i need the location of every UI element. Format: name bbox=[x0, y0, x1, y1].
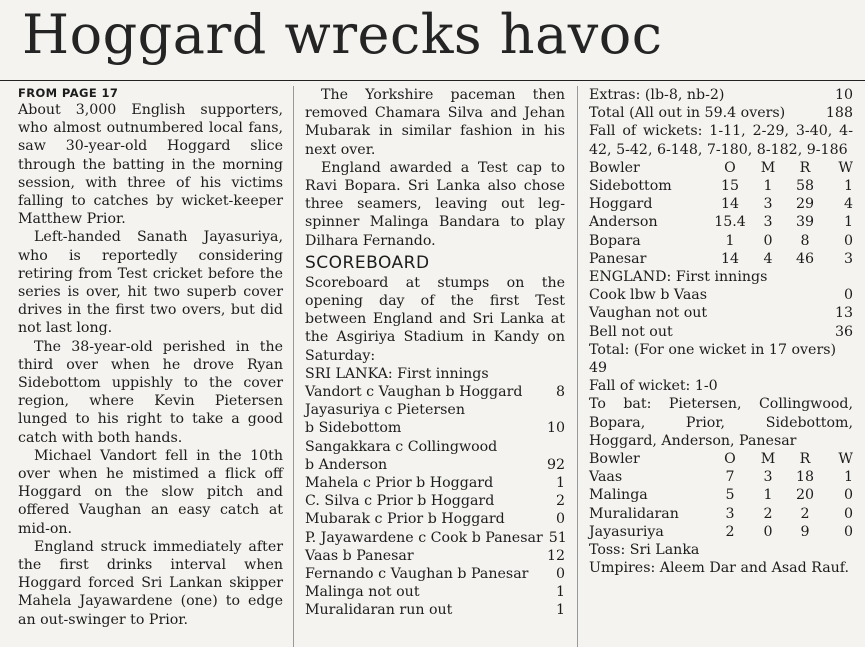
bowler-runs: 2 bbox=[800, 505, 810, 522]
bowler-runs: 18 bbox=[795, 469, 815, 486]
article-column-1 bbox=[18, 86, 283, 629]
runs-col-header: R bbox=[799, 159, 811, 176]
batting-row bbox=[305, 510, 565, 528]
bowler-overs: 15.4 bbox=[714, 214, 746, 231]
batsman-dismissal: Vandort c Vaughan b Hoggard bbox=[305, 384, 523, 401]
batsman-dismissal: Malinga not out bbox=[305, 584, 420, 601]
article-paragraph: Michael Vandort fell in the 10th over when he mistimed a flick off Hoggard on the slow pitch and offered Vaughan an easy catch at mid-on. bbox=[18, 447, 283, 537]
batting-row bbox=[305, 547, 565, 565]
overs-col-header: O bbox=[724, 159, 736, 176]
batsman-dismissal: Mubarak c Prior b Hoggard bbox=[305, 511, 505, 528]
batsman-runs: 92 bbox=[546, 456, 565, 473]
batsman-dismissal: P. Jayawardene c Cook b Panesar bbox=[305, 529, 543, 546]
bowling-row bbox=[589, 523, 853, 541]
batting-row bbox=[305, 492, 565, 510]
batting-row bbox=[305, 383, 565, 401]
bowler-overs: 3 bbox=[725, 505, 735, 522]
bowler-overs: 15 bbox=[720, 178, 740, 195]
extras-label: Extras: (lb-8, nb-2) bbox=[589, 87, 725, 103]
article-column-2 bbox=[305, 86, 565, 620]
eng-batting-list bbox=[589, 286, 853, 341]
bowling-row bbox=[589, 486, 853, 504]
headline-rule bbox=[0, 80, 865, 81]
article-paragraph: England awarded a Test cap to Ravi Bopara. Sri Lanka also chose three seamers, leaving out leg-spinner Malinga Bandara to play Dilhara Fernando. bbox=[305, 159, 565, 249]
wickets-col-header: W bbox=[838, 159, 853, 176]
bowler-name: Bopara bbox=[589, 232, 641, 249]
batsman-runs: 0 bbox=[555, 511, 565, 528]
bowler-wickets: 4 bbox=[843, 196, 853, 213]
bowler-wickets: 1 bbox=[843, 178, 853, 195]
total-value: 188 bbox=[825, 105, 853, 122]
bowling-row bbox=[589, 468, 853, 486]
overs-col-header: O bbox=[724, 451, 736, 468]
bowler-col-header: Bowler bbox=[589, 451, 640, 468]
wickets-col-header: W bbox=[838, 451, 853, 468]
sri-lanka-bowling-table bbox=[589, 468, 853, 541]
bowler-wickets: 3 bbox=[843, 250, 853, 267]
batsman-runs: 2 bbox=[555, 493, 565, 510]
batsman-runs: 0 bbox=[555, 566, 565, 583]
article-paragraph: England struck immediately after the first drinks interval when Hoggard forced Sri Lankan skipper Mahela Jayawardene (one) to edge an out-swinger to Prior. bbox=[18, 538, 283, 628]
eng-total: Total: (For one wicket in 17 overs) 49 bbox=[589, 341, 837, 377]
eng-fall-of-wicket: Fall of wicket: 1-0 bbox=[589, 378, 718, 395]
bowler-name: Jayasuriya bbox=[589, 523, 664, 540]
bowling-row bbox=[589, 505, 853, 523]
bowler-name: Hoggard bbox=[589, 196, 653, 213]
scoreboard-intro: Scoreboard at stumps on the opening day of the first Test between England and Sri Lanka at the Asgiriya Stadium in Kandy on Saturday: bbox=[305, 274, 565, 364]
batting-row bbox=[305, 474, 565, 492]
batting-row bbox=[589, 323, 853, 341]
batsman-dismissal: Fernando c Vaughan b Panesar bbox=[305, 566, 529, 583]
batting-row bbox=[305, 529, 565, 547]
batting-row bbox=[305, 438, 565, 456]
batsman-runs: 10 bbox=[546, 420, 565, 437]
bowler-overs: 1 bbox=[725, 232, 735, 249]
to-bat: To bat: Pietersen, Collingwood, Bopara, Prior, Sidebottom, Hoggard, Anderson, Panesar bbox=[589, 396, 853, 449]
toss: Toss: Sri Lanka bbox=[589, 542, 700, 559]
batting-row bbox=[305, 601, 565, 619]
article-paragraph: Left-handed Sanath Jayasuriya, who is reportedly considering retiring from Test cricket before the series is over, hit two superb cover drives in the first two overs, but did not last long. bbox=[18, 229, 283, 337]
bowler-runs: 9 bbox=[800, 523, 810, 540]
bowler-col-header: Bowler bbox=[589, 159, 640, 176]
bowler-maidens: 2 bbox=[763, 505, 773, 522]
total-label: Total (All out in 59.4 overs) bbox=[589, 105, 786, 122]
bowler-maidens: 0 bbox=[763, 523, 773, 540]
bowler-wickets: 1 bbox=[843, 214, 853, 231]
batting-row bbox=[305, 419, 565, 437]
bowling-row bbox=[589, 177, 853, 195]
bowler-maidens: 3 bbox=[763, 469, 773, 486]
bowling-row bbox=[589, 195, 853, 213]
maidens-col-header: M bbox=[760, 159, 776, 176]
batting-row bbox=[589, 286, 853, 304]
batsman-dismissal: b Sidebottom bbox=[305, 420, 402, 437]
bowling-header bbox=[589, 159, 853, 177]
article-paragraph: The Yorkshire paceman then removed Chamara Silva and Jehan Mubarak in similar fashion in his next over. bbox=[305, 87, 565, 158]
bowler-runs: 29 bbox=[795, 196, 815, 213]
batsman-dismissal: b Anderson bbox=[305, 456, 388, 473]
bowler-runs: 8 bbox=[800, 232, 810, 249]
bowler-runs: 46 bbox=[795, 250, 815, 267]
umpires: Umpires: Aleem Dar and Asad Rauf. bbox=[589, 560, 850, 577]
bowler-name: Vaas bbox=[589, 469, 623, 486]
batsman-runs: 0 bbox=[843, 287, 853, 304]
bowling-row bbox=[589, 250, 853, 268]
batsman-runs bbox=[559, 401, 565, 419]
batsman-runs: 1 bbox=[555, 475, 565, 492]
batsman-runs: 51 bbox=[548, 529, 567, 546]
bowling-row bbox=[589, 213, 853, 231]
bowler-runs: 58 bbox=[795, 178, 815, 195]
bowler-maidens: 1 bbox=[763, 178, 773, 195]
eng-innings-heading: ENGLAND: First innings bbox=[589, 269, 768, 286]
total-row bbox=[589, 104, 853, 122]
bowler-wickets: 1 bbox=[843, 469, 853, 486]
bowler-runs: 39 bbox=[795, 214, 815, 231]
batsman-runs: 36 bbox=[834, 323, 853, 340]
bowler-name: Anderson bbox=[589, 214, 658, 231]
bowler-overs: 14 bbox=[720, 250, 740, 267]
sl-innings-heading: SRI LANKA: First innings bbox=[305, 365, 489, 382]
batsman-dismissal: Cook lbw b Vaas bbox=[589, 287, 708, 304]
bowling-row bbox=[589, 232, 853, 250]
batting-row bbox=[305, 401, 565, 419]
bowling-header bbox=[589, 450, 853, 468]
batsman-dismissal: Sangakkara c Collingwood bbox=[305, 438, 498, 455]
bowler-wickets: 0 bbox=[843, 523, 853, 540]
batting-row bbox=[589, 304, 853, 322]
batting-row bbox=[305, 565, 565, 583]
bowler-maidens: 4 bbox=[763, 250, 773, 267]
england-bowling-table bbox=[589, 177, 853, 268]
batsman-dismissal: Muralidaran run out bbox=[305, 602, 453, 619]
extras-value: 10 bbox=[834, 87, 853, 103]
extras-row bbox=[589, 86, 853, 104]
headline: Hoggard wrecks havoc bbox=[22, 3, 663, 66]
from-page-label: FROM PAGE 17 bbox=[18, 86, 119, 100]
bowler-overs: 7 bbox=[725, 469, 735, 486]
bowler-wickets: 0 bbox=[843, 232, 853, 249]
batsman-runs: 8 bbox=[555, 384, 565, 401]
bowler-overs: 5 bbox=[725, 487, 735, 504]
batsman-dismissal: Vaughan not out bbox=[589, 305, 708, 322]
bowler-name: Sidebottom bbox=[589, 178, 672, 195]
bowler-wickets: 0 bbox=[843, 487, 853, 504]
bowler-maidens: 0 bbox=[763, 232, 773, 249]
fall-of-wickets: Fall of wickets: 1-11, 2-29, 3-40, 4-42, 5-42, 6-148, 7-180, 8-182, 9-186 bbox=[589, 123, 853, 158]
scoreboard-heading: SCOREBOARD bbox=[305, 252, 430, 273]
batsman-dismissal: Mahela c Prior b Hoggard bbox=[305, 475, 494, 492]
article-paragraph: The 38-year-old perished in the third over when he drove Ryan Sidebottom uppishly to the cover region, where Kevin Pietersen lunged to his right to take a good catch with both hands. bbox=[18, 338, 283, 446]
column-divider-2 bbox=[577, 86, 578, 647]
article-paragraph: About 3,000 English supporters, who almost outnumbered local fans, saw 30-year-old Hoggard slice through the batting in the morning session, with three of his victims falling to catches by wicket-keeper Matthew Prior. bbox=[18, 102, 283, 228]
bowler-runs: 20 bbox=[795, 487, 815, 504]
bowler-name: Malinga bbox=[589, 487, 648, 504]
column-divider-1 bbox=[293, 86, 294, 647]
batsman-runs: 1 bbox=[555, 602, 565, 619]
batsman-dismissal: Vaas b Panesar bbox=[305, 547, 414, 564]
bowler-overs: 2 bbox=[725, 523, 735, 540]
bowler-name: Panesar bbox=[589, 250, 647, 267]
bowler-wickets: 0 bbox=[843, 505, 853, 522]
bowler-maidens: 3 bbox=[763, 214, 773, 231]
article-column-3 bbox=[589, 86, 853, 577]
bowler-maidens: 1 bbox=[763, 487, 773, 504]
batsman-runs: 12 bbox=[546, 547, 565, 564]
runs-col-header: R bbox=[799, 451, 811, 468]
bowler-name: Muralidaran bbox=[589, 505, 679, 522]
sl-batting-list bbox=[305, 383, 565, 620]
batting-row bbox=[305, 583, 565, 601]
bowler-overs: 14 bbox=[720, 196, 740, 213]
maidens-col-header: M bbox=[760, 451, 776, 468]
batsman-runs: 1 bbox=[555, 584, 565, 601]
batsman-dismissal: Jayasuriya c Pietersen bbox=[305, 402, 465, 419]
batsman-dismissal: C. Silva c Prior b Hoggard bbox=[305, 493, 495, 510]
batsman-dismissal: Bell not out bbox=[589, 323, 673, 340]
batting-row bbox=[305, 456, 565, 474]
bowler-maidens: 3 bbox=[763, 196, 773, 213]
batsman-runs bbox=[559, 438, 565, 456]
batsman-runs: 13 bbox=[834, 305, 853, 322]
